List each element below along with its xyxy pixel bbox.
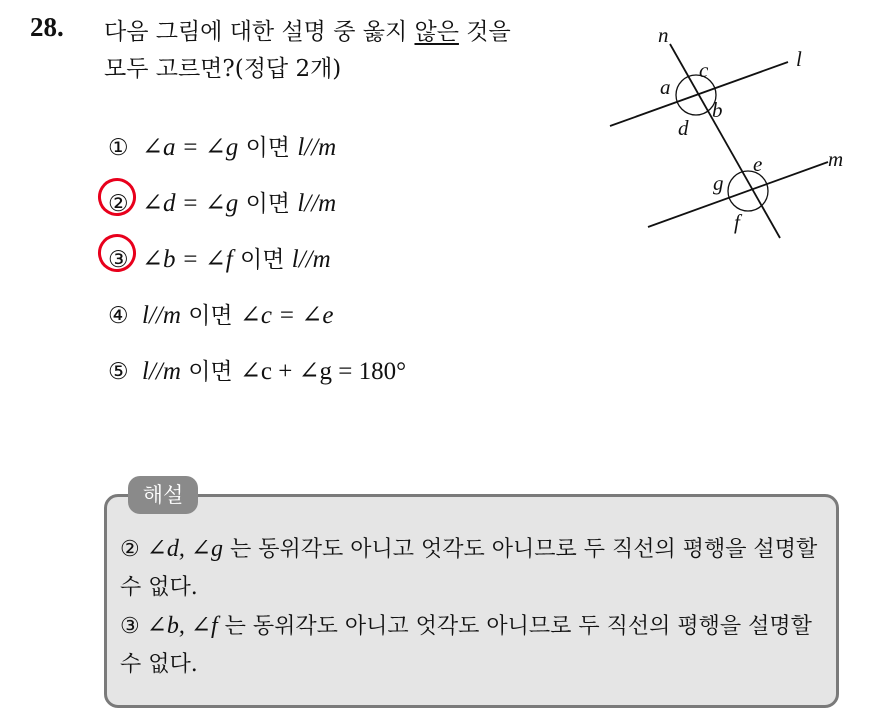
label-g: g xyxy=(713,171,724,195)
answer-circle-mark xyxy=(94,230,139,275)
solution-line-2 xyxy=(120,607,832,684)
option-condition: ∠a = ∠g xyxy=(142,134,239,161)
option-number xyxy=(108,188,142,220)
option-2[interactable] xyxy=(108,188,336,220)
option-number-text: ① xyxy=(108,135,129,161)
solution-tag: 해설 xyxy=(128,476,198,514)
label-d: d xyxy=(678,116,689,140)
label-f: f xyxy=(734,210,740,234)
label-b: b xyxy=(712,98,723,122)
option-number-text: ④ xyxy=(108,303,129,329)
option-conclusion: l//m xyxy=(297,190,337,217)
option-number-text: ③ xyxy=(108,247,129,273)
solution-line-1 xyxy=(120,530,832,607)
option-3[interactable] xyxy=(108,244,331,276)
solution-angles: ∠b, ∠f xyxy=(146,613,218,639)
option-condition: ∠d = ∠g xyxy=(142,190,239,217)
option-conclusion: ∠c = ∠e xyxy=(239,302,334,329)
solution-explanation: 는 동위각도 아니고 엇각도 아니므로 두 직선의 평행을 설명할 수 없다. xyxy=(120,537,818,600)
solution-text xyxy=(120,530,832,684)
solution-explanation: 는 동위각도 아니고 엇각도 아니므로 두 직선의 평행을 설명할 수 없다. xyxy=(120,614,812,677)
option-condition: l//m xyxy=(142,302,181,329)
option-conclusion: l//m xyxy=(291,246,331,273)
option-conclusion: l//m xyxy=(297,134,337,161)
option-condition: l//m xyxy=(142,358,181,385)
line-n-transversal xyxy=(670,44,780,238)
solution-number: ② xyxy=(120,537,140,562)
label-c: c xyxy=(699,58,709,82)
option-number xyxy=(108,300,142,332)
question-number: 28. xyxy=(30,12,64,42)
label-l: l xyxy=(796,47,802,71)
option-connector: 이면 xyxy=(238,191,298,217)
option-number xyxy=(108,132,142,164)
label-a: a xyxy=(660,75,671,99)
option-number-text: ② xyxy=(108,191,129,217)
option-connector: 이면 xyxy=(180,359,240,385)
option-number xyxy=(108,356,142,388)
question-line-1 xyxy=(104,14,604,51)
option-4[interactable] xyxy=(108,300,333,332)
solution-number: ③ xyxy=(120,614,140,639)
option-number xyxy=(108,244,142,276)
option-1[interactable] xyxy=(108,132,336,164)
label-n: n xyxy=(658,23,669,47)
option-connector: 이면 xyxy=(238,135,298,161)
question-text xyxy=(104,14,604,88)
option-number-text: ⑤ xyxy=(108,359,129,385)
option-connector: 이면 xyxy=(180,303,240,329)
question-line-1-start: 다음 그림에 대한 설명 중 옳지 xyxy=(104,19,415,45)
option-5[interactable] xyxy=(108,356,406,388)
question-line-2: 모두 고르면?(정답 2개) xyxy=(104,56,342,82)
question-line-1-end: 것을 xyxy=(458,19,511,45)
option-condition: ∠b = ∠f xyxy=(142,246,233,273)
option-connector: 이면 xyxy=(232,247,292,273)
parallel-lines-figure xyxy=(600,22,870,252)
answer-circle-mark xyxy=(94,174,139,219)
solution-angles: ∠d, ∠g xyxy=(146,536,223,562)
underlined-word: 않은 xyxy=(414,19,459,45)
label-e: e xyxy=(753,152,763,176)
option-conclusion: ∠c + ∠g = 180° xyxy=(239,358,407,385)
label-m: m xyxy=(828,147,844,171)
